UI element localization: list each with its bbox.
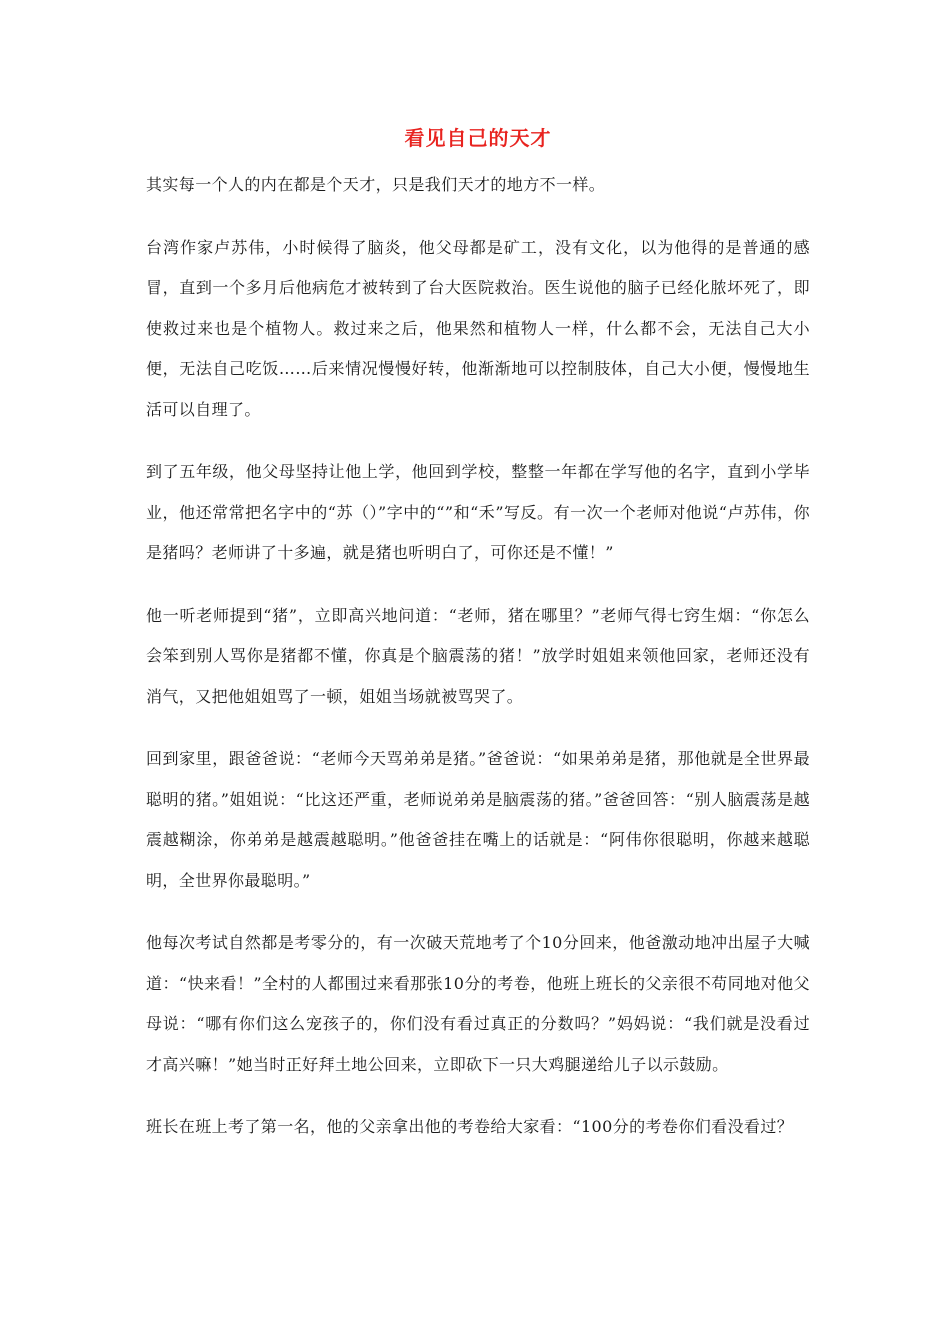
document-page	[146, 118, 810, 1170]
paragraph-father-reply: 回到家里，跟爸爸说：“老师今天骂弟弟是猪。”爸爸说：“如果弟弟是猪，那他就是全世界最聪明的猪。”姐姐说：“比这还严重，老师说弟弟是脑震荡的猪。”爸爸回答：“别人脑震荡是越震越糊涂，你弟弟是越震越聪明。”他爸爸挂在嘴上的话就是：“阿伟你很聪明，你越来越聪明，全世界你最聪明。”	[146, 749, 810, 890]
paragraph-ten-points: 他每次考试自然都是考零分的，有一次破天荒地考了个10分回来，他爸激动地冲出屋子大喊道：“快来看！”全村的人都围过来看那张10分的考卷，他班上班长的父亲很不苟同地对他父母说：“哪有你们这么宠孩子的，你们没有看过真正的分数吗？”妈妈说：“我们就是没看过才高兴嘛！”她当时正好拜土地公回来，立即砍下一只大鸡腿递给儿子以示鼓励。	[146, 933, 810, 1074]
document-title: 看见自己的天才	[404, 126, 552, 150]
paragraph-childhood: 台湾作家卢苏伟，小时候得了脑炎，他父母都是矿工，没有文化，以为他得的是普通的感冒，直到一个多月后他病危才被转到了台大医院救治。医生说他的脑子已经化脓坏死了，即使救过来也是个植物人。救过来之后，他果然和植物人一样，什么都不会，无法自己大小便，无法自己吃饭……后来情况慢慢好转，他渐渐地可以控制肢体，自己大小便，慢慢地生活可以自理了。	[146, 237, 810, 419]
paragraph-intro: 其实每一个人的内在都是个天才，只是我们天才的地方不一样。	[146, 175, 606, 194]
paragraph-pig-question: 他一听老师提到“猪”，立即高兴地问道：“老师，猪在哪里？”老师气得七窍生烟：“你怎么会笨到别人骂你是猪都不懂，你真是个脑震荡的猪！”放学时姐姐来领他回家，老师还没有消气，又把他姐姐骂了一顿，姐姐当场就被骂哭了。	[146, 605, 810, 706]
paragraph-class-monitor: 班长在班上考了第一名，他的父亲拿出他的考卷给大家看：“100分的考卷你们看没看过？	[146, 1117, 794, 1136]
paragraph-fifth-grade: 到了五年级，他父母坚持让他上学，他回到学校，整整一年都在学写他的名字，直到小学毕业，他还常常把名字中的“苏（）”字中的“”和“禾”写反。有一次一个老师对他说“卢苏伟，你是猪吗？老师讲了十多遍，就是猪也听明白了，可你还是不懂！”	[146, 462, 810, 562]
